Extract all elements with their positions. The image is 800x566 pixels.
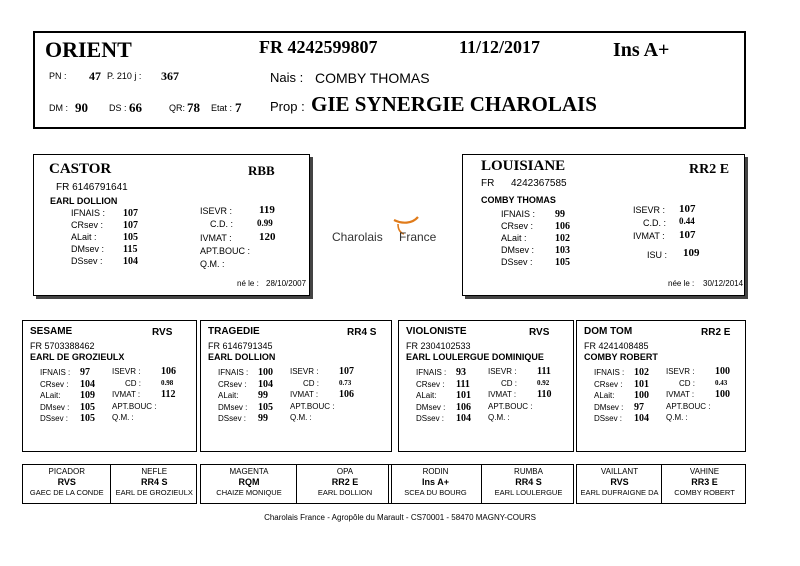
grandparent-ivmat: 110 (537, 389, 552, 400)
prop-value: GIE SYNERGIE CHAROLAIS (311, 92, 597, 116)
grandparent-alait-label: ALait: (594, 391, 615, 400)
ds-value: 66 (129, 100, 142, 115)
grandparent-name: SESAME (30, 326, 73, 337)
grandparent-dmsev-label: DMsev : (218, 402, 248, 412)
grandparent-crsev-label: CRsev : (218, 379, 247, 389)
grandparent-alait: 101 (456, 390, 471, 401)
grandparent-ifnais-label: IFNAIS : (218, 368, 249, 377)
prop-label: Prop : (270, 99, 305, 114)
sire-alait-label: ALait : (71, 232, 97, 242)
dam-ivmat: 107 (679, 229, 696, 241)
ds-label: DS : (109, 103, 127, 113)
grandparent-dssev-label: DSsev : (594, 414, 623, 423)
header-box (33, 31, 746, 129)
sire-crsev: 107 (123, 220, 138, 231)
dam-ifnais-label: IFNAIS : (501, 209, 536, 219)
great-grandparent-rumba (482, 465, 575, 503)
great-grandparent-grade: RR4 S (515, 477, 542, 487)
report-date: 11/12/2017 (459, 37, 541, 57)
grandparent-dmsev: 97 (634, 401, 644, 413)
great-grandparent-magenta (201, 465, 297, 503)
grandparent-ivmat-label: IVMAT : (112, 390, 141, 399)
grandparent-crsev: 104 (80, 378, 95, 390)
charolais-france-logo (332, 210, 450, 250)
grandparent-cd: 0.43 (715, 378, 728, 387)
grandparent-ivmat-label: IVMAT : (666, 390, 695, 399)
grandparent-crsev: 104 (258, 378, 273, 390)
grandparent-box-domtom (576, 320, 746, 452)
great-grandparent-breeder: EARL LOULERGUE (494, 488, 563, 497)
etat-label: Etat : (211, 103, 233, 113)
pn-label: PN : (49, 71, 67, 81)
grandparent-qm-label: Q.M. : (290, 413, 312, 422)
grandparent-grade: RR2 E (701, 327, 731, 338)
sire-breeder: EARL DOLLION (50, 196, 118, 206)
logo-word-charolais: Charolais (332, 230, 383, 244)
dam-crsev-label: CRsev : (501, 221, 534, 231)
grandparent-ifnais-label: IFNAIS : (40, 368, 71, 377)
grandparent-isevr: 111 (537, 366, 551, 377)
dam-isu: 109 (683, 247, 700, 259)
dam-id-prefix: FR (481, 178, 495, 189)
grandparent-dssev: 104 (634, 413, 649, 424)
grandparent-alait: 109 (80, 390, 95, 401)
grandparent-apt-label: APT.BOUC : (666, 401, 711, 411)
great-grandparent-name: OPA (336, 467, 354, 476)
great-grandparent-breeder: CHAIZE MONIQUE (216, 488, 282, 497)
great-grandparent-name: RODIN (422, 467, 449, 476)
grandparent-ivmat: 106 (339, 389, 354, 400)
grandparent-dssev-label: DSsev : (40, 414, 69, 423)
grandparent-breeder: COMBY ROBERT (584, 352, 658, 362)
grandparent-cd-label: CD : (125, 378, 141, 388)
grandparent-isevr: 106 (161, 366, 176, 377)
great-grandparent-breeder: EARL DOLLION (317, 488, 373, 497)
animal-grade: Ins A+ (613, 39, 670, 61)
great-grandparent-grade: Ins A+ (422, 477, 449, 487)
dam-id: 4242367585 (511, 178, 567, 189)
grandparent-isevr-label: ISEVR : (666, 367, 695, 376)
sire-dmsev-label: DMsev : (71, 244, 105, 254)
great-grandparent-name: RUMBA (514, 467, 543, 476)
great-grandparent-vahine (662, 465, 747, 503)
sire-ivmat: 120 (259, 231, 276, 243)
sire-born: 28/10/2007 (266, 279, 307, 288)
grandparent-dmsev: 106 (456, 401, 471, 413)
grandparent-id: FR 6146791345 (208, 341, 273, 351)
dam-alait: 102 (555, 233, 570, 244)
grandparent-isevr-label: ISEVR : (112, 367, 141, 376)
great-grandparent-rodin (389, 465, 482, 503)
grandparent-box-sesame (22, 320, 197, 452)
dam-dmsev: 103 (555, 245, 570, 256)
grandparent-name: VIOLONISTE (406, 326, 467, 337)
grandparent-ifnais-label: IFNAIS : (594, 368, 625, 377)
great-grandparent-grade: RR2 E (331, 477, 359, 487)
sire-dmsev: 115 (123, 244, 138, 255)
great-grandparent-name: MAGENTA (229, 467, 269, 476)
nais-label: Nais : (270, 70, 304, 85)
grandparent-id: FR 2304102533 (406, 341, 471, 351)
nais-value: COMBY THOMAS (315, 70, 430, 86)
p210-label: P. 210 j : (107, 71, 142, 81)
grandparent-ifnais: 97 (80, 367, 90, 378)
great-grandparent-breeder: EARL DE GROZIEULX (115, 488, 193, 497)
grandparent-name: DOM TOM (584, 326, 633, 337)
grandparent-isevr: 107 (339, 366, 354, 377)
dam-cd: 0.44 (679, 216, 695, 226)
grandparent-crsev-label: CRsev : (594, 379, 623, 389)
grandparent-cd: 0.98 (161, 378, 174, 387)
great-grandparent-nefle (111, 465, 199, 503)
sire-cd-label: C.D. : (210, 219, 234, 229)
sire-cd: 0.99 (257, 218, 273, 228)
pn-value: 47 (89, 69, 101, 83)
dam-dssev-label: DSsev : (501, 257, 533, 267)
grandparent-ifnais: 93 (456, 367, 466, 378)
grandparent-dssev-label: DSsev : (218, 414, 247, 423)
sire-ifnais-label: IFNAIS : (71, 208, 106, 218)
sire-name: CASTOR (49, 161, 112, 177)
great-grandparent-group-2 (388, 464, 574, 504)
grandparent-ifnais: 102 (634, 367, 649, 378)
dam-name: LOUISIANE (481, 158, 566, 174)
grandparent-alait: 99 (258, 390, 268, 401)
logo-word-france: France (399, 230, 437, 244)
dam-alait-label: ALait : (501, 233, 527, 243)
etat-value: 7 (235, 100, 242, 115)
grandparent-dmsev-label: DMsev : (416, 402, 446, 412)
grandparent-alait-label: ALait: (218, 391, 239, 400)
grandparent-grade: RVS (529, 327, 550, 338)
sire-dssev-label: DSsev : (71, 256, 103, 266)
grandparent-cd: 0.92 (537, 378, 550, 387)
grandparent-crsev-label: CRsev : (416, 379, 445, 389)
great-grandparent-grade: RVS (57, 477, 76, 487)
grandparent-name: TRAGEDIE (208, 326, 260, 337)
grandparent-alait-label: ALait: (40, 391, 61, 400)
grandparent-isevr-label: ISEVR : (488, 367, 517, 376)
dam-isevr: 107 (679, 203, 696, 215)
sire-dssev: 104 (123, 256, 138, 267)
grandparent-box-tragedie (200, 320, 392, 452)
great-grandparent-breeder: EARL DUFRAIGNE DA (580, 488, 659, 497)
grandparent-dmsev-label: DMsev : (40, 402, 70, 412)
grandparent-qm-label: Q.M. : (666, 413, 688, 422)
sire-box (33, 154, 310, 296)
grandparent-cd-label: CD : (501, 378, 517, 388)
dm-value: 90 (75, 100, 88, 115)
grandparent-dssev-label: DSsev : (416, 414, 445, 423)
grandparent-breeder: EARL DOLLION (208, 352, 276, 362)
dm-label: DM : (49, 103, 68, 113)
great-grandparent-breeder: GAEC DE LA CONDE (29, 488, 104, 497)
sire-ifnais: 107 (123, 208, 138, 219)
grandparent-grade: RVS (152, 327, 173, 338)
great-grandparent-breeder: COMBY ROBERT (674, 488, 735, 497)
grandparent-ivmat: 112 (161, 389, 176, 400)
great-grandparent-group-1 (200, 464, 392, 504)
great-grandparent-group-0 (22, 464, 197, 504)
grandparent-ifnais: 100 (258, 367, 273, 378)
dam-isevr-label: ISEVR : (633, 205, 666, 215)
animal-name: ORIENT (45, 37, 132, 62)
grandparent-apt-label: APT.BOUC : (112, 401, 157, 411)
qr-value: 78 (187, 100, 200, 115)
grandparent-crsev-label: CRsev : (40, 379, 69, 389)
great-grandparent-name: VAHINE (689, 467, 720, 476)
dam-born-label: née le : (668, 279, 695, 288)
great-grandparent-group-3 (576, 464, 746, 504)
grandparent-breeder: EARL DE GROZIEULX (30, 352, 125, 362)
sire-born-label: né le : (237, 279, 259, 288)
qr-label: QR: (169, 103, 186, 113)
sire-ivmat-label: IVMAT : (200, 233, 232, 243)
great-grandparent-grade: RQM (238, 477, 260, 487)
dam-ivmat-label: IVMAT : (633, 231, 665, 241)
grandparent-alait-label: ALait: (416, 391, 437, 400)
sire-apt-label: APT.BOUC : (200, 246, 251, 256)
grandparent-isevr: 100 (715, 366, 730, 377)
dam-isu-label: ISU : (647, 250, 668, 260)
dam-grade: RR2 E (689, 162, 730, 177)
sire-alait: 105 (123, 232, 138, 243)
grandparent-qm-label: Q.M. : (488, 413, 510, 422)
dam-dssev: 105 (555, 257, 570, 268)
grandparent-dmsev: 105 (258, 401, 273, 413)
grandparent-isevr-label: ISEVR : (290, 367, 319, 376)
grandparent-id: FR 5703388462 (30, 341, 95, 351)
great-grandparent-name: PICADOR (48, 467, 85, 476)
sire-isevr-label: ISEVR : (200, 206, 233, 216)
grandparent-qm-label: Q.M. : (112, 413, 134, 422)
footer-address: Charolais France - Agropôle du Marault - CS70001 - 58470 MAGNY-COURS (264, 513, 536, 522)
grandparent-alait: 100 (634, 390, 649, 401)
grandparent-cd-label: CD : (303, 378, 319, 388)
sire-isevr: 119 (259, 204, 275, 216)
grandparent-box-violoniste (398, 320, 574, 452)
dam-ifnais: 99 (555, 209, 565, 220)
great-grandparent-name: NEFLE (141, 467, 168, 476)
grandparent-crsev: 111 (456, 378, 470, 390)
dam-born: 30/12/2014 (703, 279, 744, 288)
great-grandparent-picador (23, 465, 111, 503)
great-grandparent-grade: RR3 E (691, 477, 718, 487)
grandparent-dmsev: 105 (80, 401, 95, 413)
grandparent-dssev: 104 (456, 413, 471, 424)
grandparent-ivmat-label: IVMAT : (488, 390, 517, 399)
dam-dmsev-label: DMsev : (501, 245, 535, 255)
great-grandparent-name: VAILLANT (600, 467, 639, 476)
great-grandparent-grade: RR4 S (140, 477, 168, 487)
grandparent-breeder: EARL LOULERGUE DOMINIQUE (406, 352, 544, 362)
grandparent-cd-label: CD : (679, 378, 695, 388)
grandparent-ifnais-label: IFNAIS : (416, 368, 447, 377)
great-grandparent-vaillant (577, 465, 662, 503)
grandparent-apt-label: APT.BOUC : (488, 401, 533, 411)
grandparent-id: FR 4241408485 (584, 341, 649, 351)
grandparent-dssev: 105 (80, 413, 95, 424)
animal-id: FR 4242599807 (259, 37, 378, 57)
grandparent-ivmat: 100 (715, 389, 730, 400)
grandparent-ivmat-label: IVMAT : (290, 390, 319, 399)
great-grandparent-breeder: SCEA DU BOURG (404, 488, 467, 497)
sire-crsev-label: CRsev : (71, 220, 104, 230)
sire-grade: RBB (248, 163, 275, 178)
grandparent-dmsev-label: DMsev : (594, 402, 624, 412)
great-grandparent-opa (297, 465, 393, 503)
grandparent-dssev: 99 (258, 413, 268, 424)
grandparent-grade: RR4 S (347, 327, 377, 338)
sire-id: FR 6146791641 (56, 182, 128, 193)
dam-cd-label: C.D. : (643, 218, 667, 228)
great-grandparent-grade: RVS (610, 477, 629, 487)
grandparent-cd: 0.73 (339, 378, 352, 387)
sire-qm-label: Q.M. : (200, 259, 225, 269)
dam-box (462, 154, 745, 296)
dam-breeder: COMBY THOMAS (481, 195, 556, 205)
dam-crsev: 106 (555, 221, 570, 232)
p210-value: 367 (161, 69, 179, 83)
grandparent-crsev: 101 (634, 378, 649, 390)
grandparent-apt-label: APT.BOUC : (290, 401, 335, 411)
